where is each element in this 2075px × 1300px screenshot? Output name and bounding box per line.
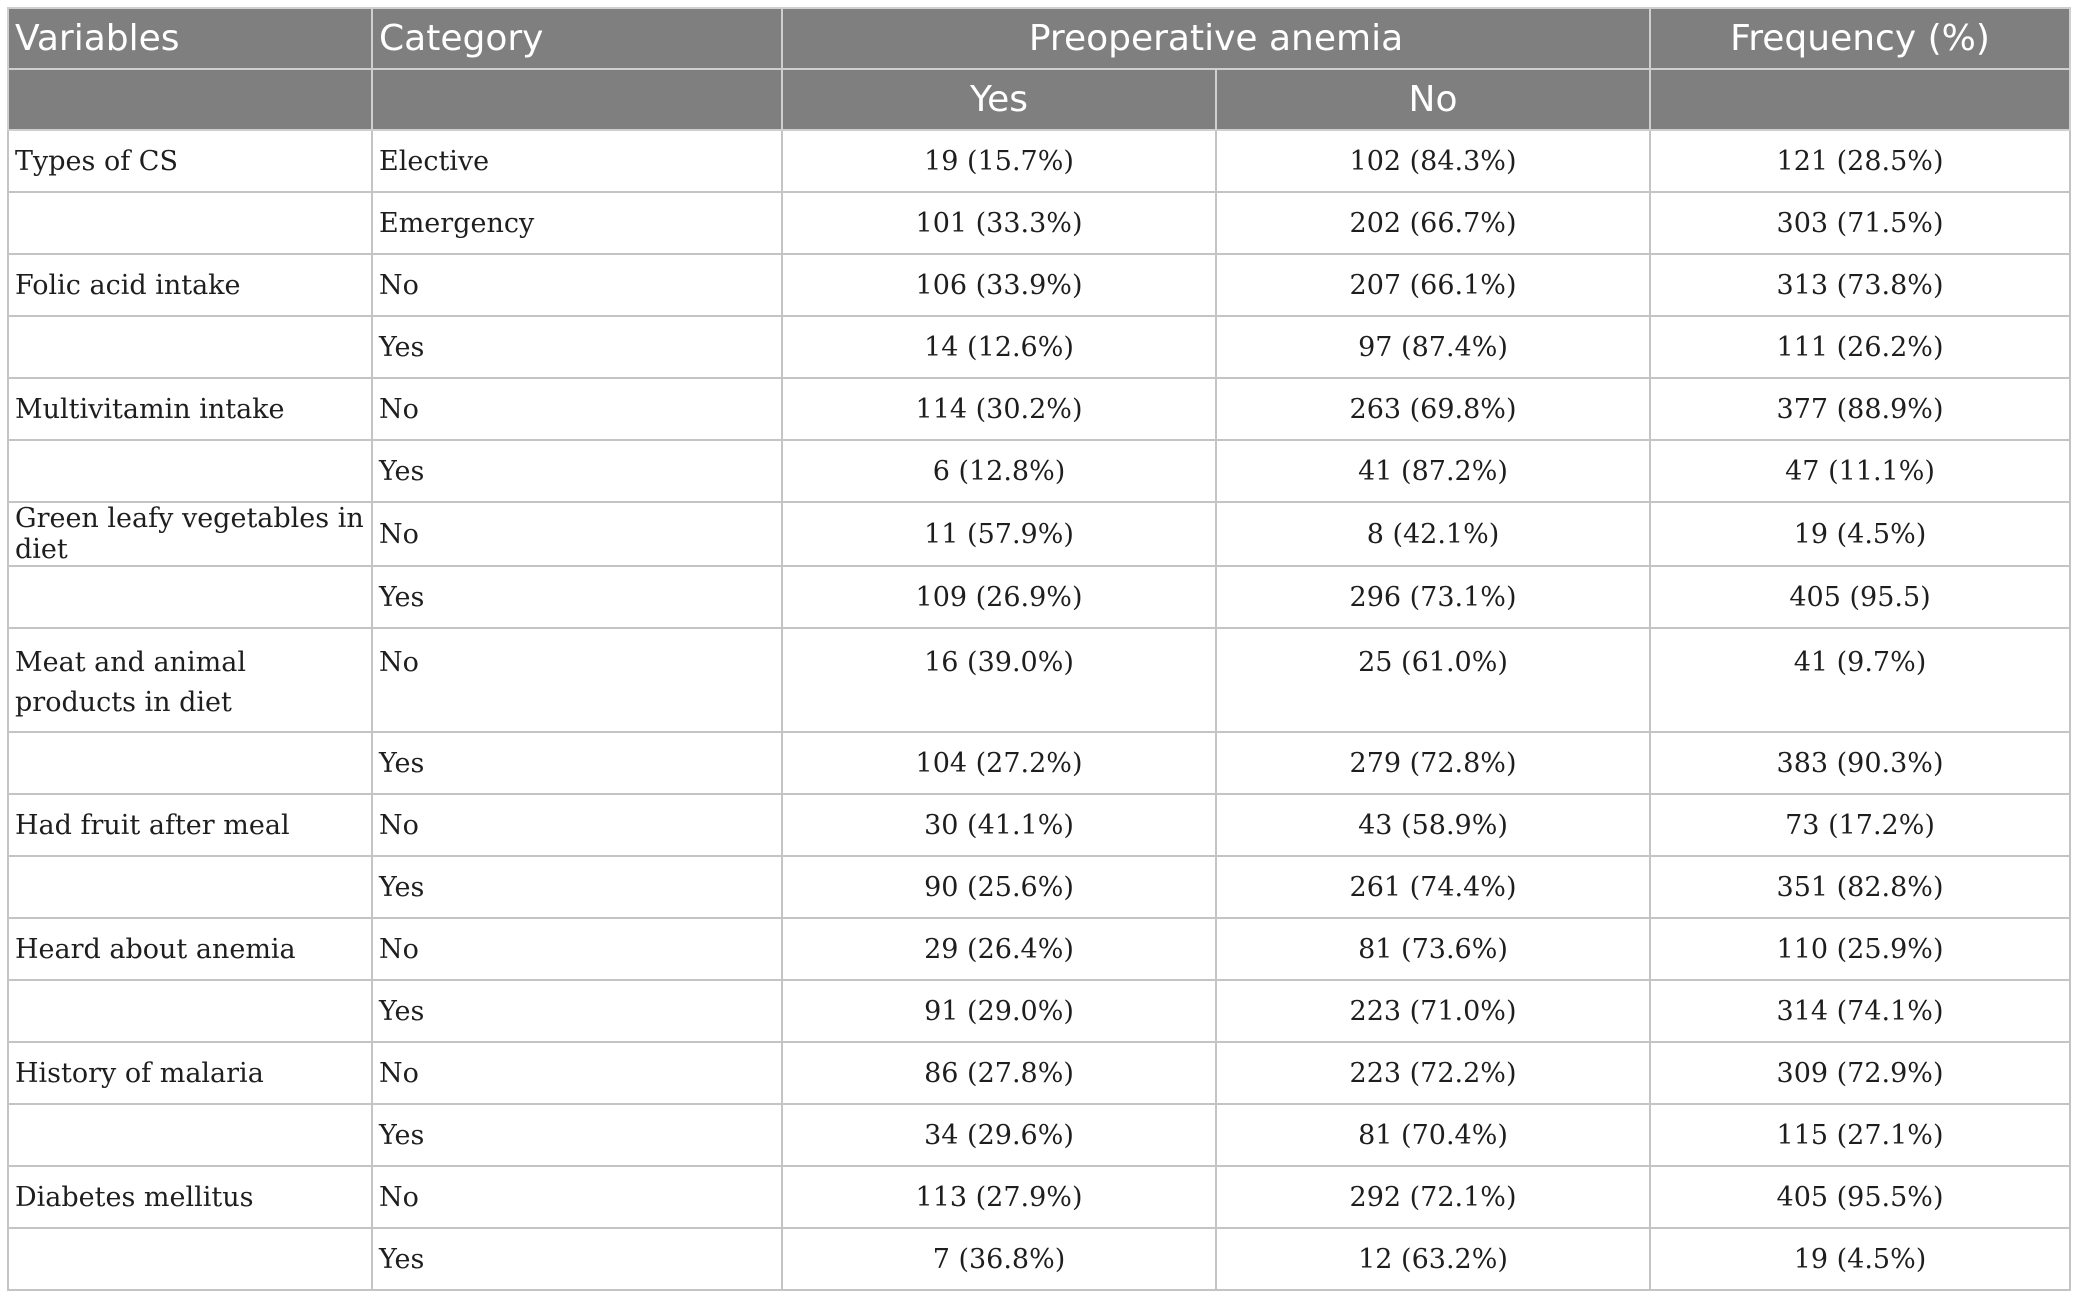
cell-anemia-no: 97 (87.4%) [1216,316,1650,378]
cell-anemia-no: 223 (71.0%) [1216,980,1650,1042]
cell-frequency: 111 (26.2%) [1650,316,2070,378]
anemia-table [7,7,2071,1291]
table-header [8,8,2070,130]
cell-variable: Multivitamin intake [8,378,372,440]
cell-anemia-no: 202 (66.7%) [1216,192,1650,254]
cell-anemia-no: 292 (72.1%) [1216,1166,1650,1228]
header-empty-3 [1650,69,2070,130]
table-row [8,316,2070,378]
table-row [8,378,2070,440]
cell-variable: Meat and animal products in diet [8,628,372,732]
header-yes: Yes [782,69,1216,130]
cell-category: Yes [372,1104,782,1166]
cell-anemia-no: 263 (69.8%) [1216,378,1650,440]
cell-variable [8,192,372,254]
header-empty-1 [8,69,372,130]
cell-variable [8,732,372,794]
cell-frequency: 351 (82.8%) [1650,856,2070,918]
cell-frequency: 313 (73.8%) [1650,254,2070,316]
table-row [8,980,2070,1042]
cell-frequency: 47 (11.1%) [1650,440,2070,502]
cell-anemia-yes: 11 (57.9%) [782,502,1216,566]
cell-category: No [372,628,782,732]
cell-category: No [372,1042,782,1104]
table-row [8,918,2070,980]
cell-category: Yes [372,440,782,502]
table-row [8,566,2070,628]
cell-category: Yes [372,980,782,1042]
cell-anemia-yes: 86 (27.8%) [782,1042,1216,1104]
cell-category: No [372,254,782,316]
cell-frequency: 303 (71.5%) [1650,192,2070,254]
cell-variable: History of malaria [8,1042,372,1104]
cell-anemia-no: 296 (73.1%) [1216,566,1650,628]
table-row [8,192,2070,254]
cell-anemia-no: 41 (87.2%) [1216,440,1650,502]
cell-anemia-no: 12 (63.2%) [1216,1228,1650,1290]
cell-anemia-yes: 114 (30.2%) [782,378,1216,440]
cell-anemia-yes: 113 (27.9%) [782,1166,1216,1228]
cell-variable [8,566,372,628]
cell-category: No [372,918,782,980]
cell-variable: Had fruit after meal [8,794,372,856]
cell-frequency: 309 (72.9%) [1650,1042,2070,1104]
table-row [8,1104,2070,1166]
cell-anemia-yes: 104 (27.2%) [782,732,1216,794]
cell-anemia-yes: 90 (25.6%) [782,856,1216,918]
header-variables: Variables [8,8,372,69]
cell-category: Yes [372,856,782,918]
cell-category: No [372,1166,782,1228]
table-row [8,628,2070,732]
header-row-2 [8,69,2070,130]
table-body [8,130,2070,1290]
table-row [8,856,2070,918]
header-preoperative-anemia: Preoperative anemia [782,8,1650,69]
cell-category: Elective [372,130,782,192]
cell-category: No [372,794,782,856]
cell-anemia-yes: 29 (26.4%) [782,918,1216,980]
cell-anemia-yes: 34 (29.6%) [782,1104,1216,1166]
cell-anemia-no: 223 (72.2%) [1216,1042,1650,1104]
cell-variable [8,316,372,378]
cell-frequency: 377 (88.9%) [1650,378,2070,440]
cell-variable [8,1228,372,1290]
cell-category: Yes [372,1228,782,1290]
cell-frequency: 405 (95.5%) [1650,1166,2070,1228]
table-row [8,130,2070,192]
cell-anemia-yes: 101 (33.3%) [782,192,1216,254]
table-row [8,794,2070,856]
cell-anemia-yes: 19 (15.7%) [782,130,1216,192]
cell-frequency: 19 (4.5%) [1650,1228,2070,1290]
cell-variable: Folic acid intake [8,254,372,316]
header-frequency: Frequency (%) [1650,8,2070,69]
header-category: Category [372,8,782,69]
header-no: No [1216,69,1650,130]
table-row [8,254,2070,316]
cell-frequency: 110 (25.9%) [1650,918,2070,980]
cell-frequency: 121 (28.5%) [1650,130,2070,192]
cell-variable [8,440,372,502]
cell-frequency: 405 (95.5) [1650,566,2070,628]
cell-category: Emergency [372,192,782,254]
cell-category: No [372,378,782,440]
cell-anemia-no: 207 (66.1%) [1216,254,1650,316]
cell-frequency: 314 (74.1%) [1650,980,2070,1042]
cell-anemia-yes: 14 (12.6%) [782,316,1216,378]
cell-frequency: 73 (17.2%) [1650,794,2070,856]
cell-variable: Diabetes mellitus [8,1166,372,1228]
cell-variable [8,856,372,918]
cell-anemia-yes: 16 (39.0%) [782,628,1216,732]
cell-variable [8,980,372,1042]
cell-category: Yes [372,316,782,378]
table-row [8,732,2070,794]
cell-anemia-yes: 7 (36.8%) [782,1228,1216,1290]
cell-frequency: 19 (4.5%) [1650,502,2070,566]
table-row [8,1042,2070,1104]
table-row [8,1228,2070,1290]
cell-frequency: 41 (9.7%) [1650,628,2070,732]
cell-variable [8,1104,372,1166]
cell-anemia-yes: 91 (29.0%) [782,980,1216,1042]
cell-anemia-no: 81 (73.6%) [1216,918,1650,980]
header-row-1 [8,8,2070,69]
cell-category: Yes [372,566,782,628]
cell-anemia-no: 279 (72.8%) [1216,732,1650,794]
cell-variable: Heard about anemia [8,918,372,980]
cell-anemia-no: 8 (42.1%) [1216,502,1650,566]
cell-anemia-yes: 109 (26.9%) [782,566,1216,628]
header-empty-2 [372,69,782,130]
cell-variable: Types of CS [8,130,372,192]
cell-anemia-no: 261 (74.4%) [1216,856,1650,918]
table-row [8,440,2070,502]
cell-anemia-no: 25 (61.0%) [1216,628,1650,732]
cell-anemia-yes: 6 (12.8%) [782,440,1216,502]
cell-frequency: 115 (27.1%) [1650,1104,2070,1166]
cell-anemia-yes: 106 (33.9%) [782,254,1216,316]
cell-category: No [372,502,782,566]
table-row [8,502,2070,566]
table-row [8,1166,2070,1228]
cell-anemia-no: 81 (70.4%) [1216,1104,1650,1166]
cell-variable: Green leafy vegetables in diet [8,502,372,566]
table-container [7,7,2069,1291]
cell-frequency: 383 (90.3%) [1650,732,2070,794]
cell-category: Yes [372,732,782,794]
cell-anemia-no: 43 (58.9%) [1216,794,1650,856]
cell-anemia-no: 102 (84.3%) [1216,130,1650,192]
cell-anemia-yes: 30 (41.1%) [782,794,1216,856]
